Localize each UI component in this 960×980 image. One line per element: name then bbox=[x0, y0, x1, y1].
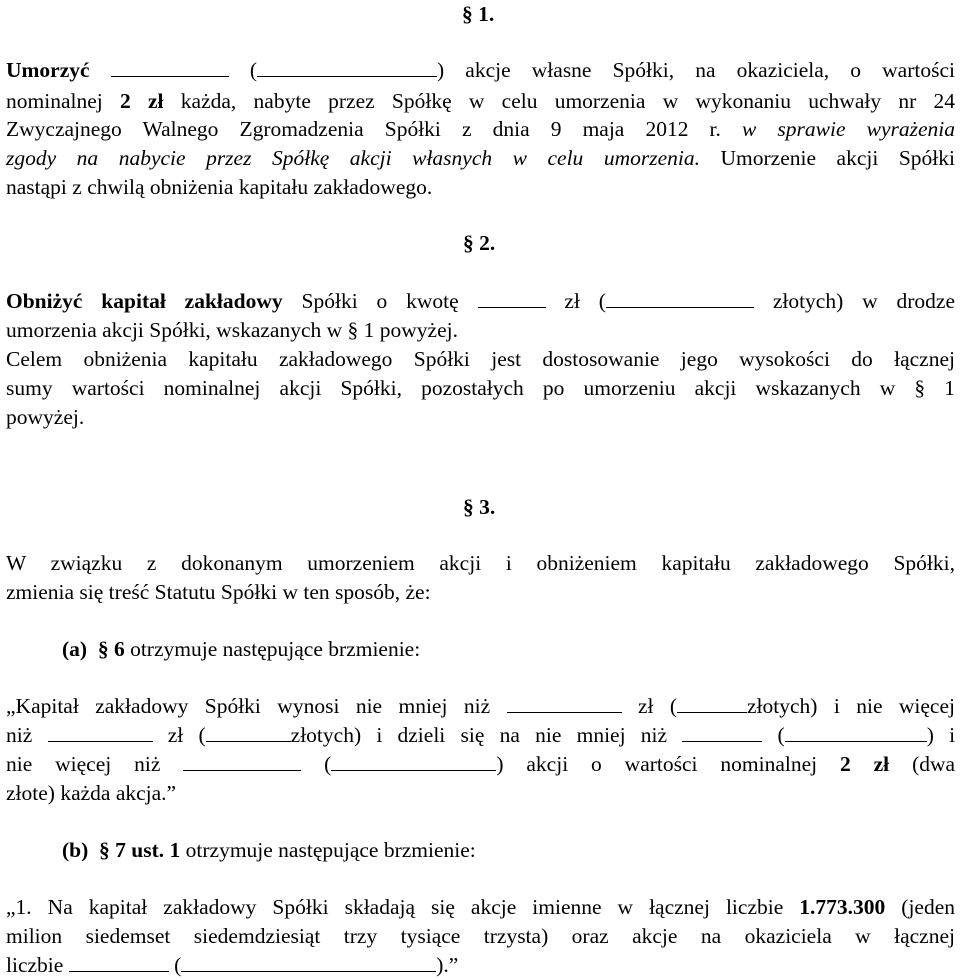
text: 2 zł bbox=[840, 752, 890, 776]
quote-line-2 bbox=[6, 721, 955, 749]
section-3-heading: § 3. bbox=[463, 495, 496, 519]
blank-field bbox=[48, 723, 153, 742]
text: liczbie bbox=[6, 953, 64, 977]
text: Umorzenie akcji Spółki bbox=[720, 146, 955, 170]
quote-line-3 bbox=[6, 750, 955, 778]
blank-field bbox=[183, 752, 301, 771]
section-1-line-1 bbox=[6, 56, 955, 84]
section-3-line-2: zmienia się treść Statutu Spółki w ten sposób, że: bbox=[6, 580, 431, 604]
text: Spółki o kwotę bbox=[301, 289, 459, 313]
text: ( bbox=[777, 723, 785, 747]
blank-field bbox=[682, 723, 762, 742]
text: złotych) w drodze bbox=[772, 289, 955, 313]
text: otrzymuje następujące brzmienie: bbox=[185, 838, 476, 862]
text: „1. Na kapitał zakładowy Spółki składają się akcje imienne w łącznej liczbie bbox=[6, 895, 784, 919]
text: nie więcej niż bbox=[6, 752, 161, 776]
text: ( bbox=[249, 58, 257, 82]
blank-field bbox=[785, 723, 927, 742]
section-1-line-4 bbox=[6, 144, 955, 172]
section-2-line-1 bbox=[6, 287, 955, 315]
quote-b-line-1 bbox=[6, 893, 955, 921]
paragraph-ref: § 6 bbox=[97, 637, 125, 661]
text: ( bbox=[324, 752, 332, 776]
item-a bbox=[62, 635, 420, 663]
quote-line-4: złote) każda akcja.” bbox=[6, 781, 177, 805]
text: zł ( bbox=[167, 723, 206, 747]
text: ) bbox=[437, 58, 445, 82]
item-label: (a) bbox=[62, 637, 88, 661]
text: zł ( bbox=[637, 694, 678, 718]
section-2-line-2: umorzenia akcji Spółki, wskazanych w § 1 powyżej. bbox=[6, 318, 458, 342]
section-2-line-4: sumy wartości nominalnej akcji Spółki, pozostałych po umorzeniu akcji wskazanych w § 1 bbox=[6, 376, 955, 400]
blank-field bbox=[331, 752, 496, 771]
item-b bbox=[62, 836, 476, 864]
text: „Kapitał zakładowy Spółki wynosi nie mniej niż bbox=[6, 694, 491, 718]
text: ) i bbox=[926, 723, 956, 747]
blank-field bbox=[69, 953, 169, 972]
blank-field bbox=[606, 289, 754, 308]
quote-b-line-3 bbox=[6, 951, 955, 979]
blank-field bbox=[181, 953, 436, 972]
blank-field bbox=[507, 694, 622, 713]
text: w sprawie wyrażenia bbox=[741, 117, 955, 141]
text: złotych) i dzieli się na nie mniej niż bbox=[290, 723, 668, 747]
section-2-heading: § 2. bbox=[463, 231, 496, 255]
text: 1.773.300 bbox=[799, 895, 886, 919]
text: (dwa bbox=[912, 752, 956, 776]
text: otrzymuje następujące brzmienie: bbox=[130, 637, 421, 661]
section-2-line-5: powyżej. bbox=[6, 405, 85, 429]
text: zgody na nabycie przez Spółkę akcji własnych w celu umorzenia. bbox=[6, 146, 700, 170]
text: ).” bbox=[436, 953, 459, 977]
section-1-line-2 bbox=[6, 87, 955, 115]
blank-field bbox=[478, 289, 546, 308]
blank-field bbox=[206, 723, 291, 742]
text: niż bbox=[6, 723, 33, 747]
blank-field bbox=[257, 58, 437, 77]
item-label: (b) bbox=[62, 838, 89, 862]
text: 2 zł bbox=[120, 89, 164, 113]
section-1-heading: § 1. bbox=[462, 2, 495, 26]
quote-b-line-2: milion siedemset siedemdziesiąt trzy tysiące trzysta) oraz akcje na okaziciela w łącznej bbox=[6, 924, 955, 948]
text: każda, nabyte przez Spółkę w celu umorzenia w wykonaniu uchwały nr 24 bbox=[180, 89, 956, 113]
text: Obniżyć kapitał zakładowy bbox=[6, 289, 283, 313]
text: złotych) i nie więcej bbox=[747, 694, 955, 718]
section-3-line-1: W związku z dokonanym umorzeniem akcji i obniżeniem kapitału zakładowego Spółki, bbox=[6, 551, 955, 575]
quote-line-1 bbox=[6, 692, 955, 720]
section-1-line-5: nastąpi z chwilą obniżenia kapitału zakładowego. bbox=[6, 175, 433, 199]
blank-field bbox=[677, 694, 747, 713]
text: ( bbox=[174, 953, 182, 977]
section-1-line-3 bbox=[6, 115, 955, 143]
text: zł ( bbox=[564, 289, 606, 313]
text: Zwyczajnego Walnego Zgromadzenia Spółki z dnia 9 maja 2012 r. bbox=[6, 117, 721, 141]
section-2-line-3: Celem obniżenia kapitału zakładowego Spółki jest dostosowanie jego wysokości do łącznej bbox=[6, 347, 955, 371]
text: akcje własne Spółki, na okaziciela, o wartości bbox=[465, 58, 955, 82]
text: Umorzyć bbox=[6, 58, 90, 82]
blank-field bbox=[111, 58, 229, 77]
text: (jeden bbox=[901, 895, 956, 919]
text: ) akcji o wartości nominalnej bbox=[496, 752, 818, 776]
text: nominalnej bbox=[6, 89, 103, 113]
paragraph-ref: § 7 ust. 1 bbox=[99, 838, 181, 862]
